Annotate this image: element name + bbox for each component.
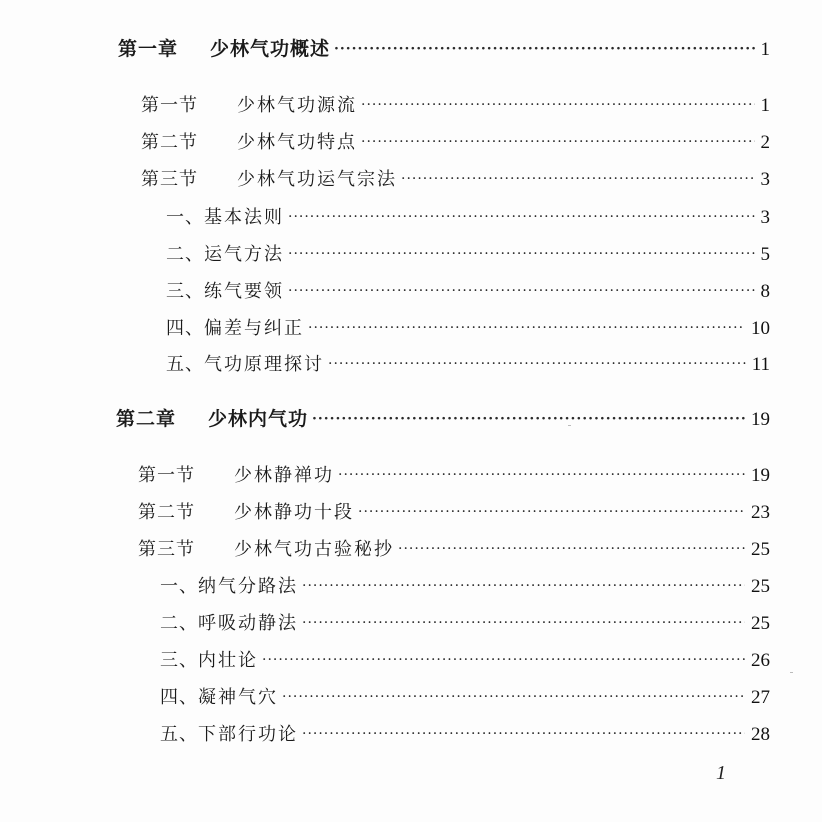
dot-leader — [262, 652, 745, 668]
page-folio-number: 1 — [716, 762, 726, 784]
toc-entry-title-group — [166, 350, 324, 376]
toc-entry-title-group — [166, 277, 284, 303]
toc-entry-title-group — [138, 461, 334, 487]
toc-entry-subitem — [166, 240, 770, 266]
toc-entry-title-group — [160, 609, 298, 635]
toc-entry-label: 第二章 — [116, 408, 177, 430]
toc-entry-title-group — [160, 683, 278, 709]
toc-entry-label: 第一节 — [141, 95, 198, 116]
dot-leader — [312, 411, 745, 427]
dot-leader — [398, 541, 745, 557]
dot-leader — [302, 726, 745, 742]
toc-entry-section — [138, 461, 770, 487]
toc-entry-subitem — [166, 277, 770, 303]
toc-entry-label: 五、 — [160, 724, 198, 745]
toc-entry-title: 基本法则 — [204, 207, 284, 228]
dot-leader — [302, 578, 745, 594]
toc-entry-label: 第三节 — [138, 539, 195, 560]
toc-entry-section — [138, 498, 770, 524]
dot-leader — [358, 504, 745, 520]
dot-leader — [288, 209, 755, 225]
toc-entry-section — [141, 91, 770, 117]
toc-entry-title: 少林气功源流 — [237, 95, 357, 116]
scan-speck — [790, 672, 793, 673]
toc-entry-label: 二、 — [160, 613, 198, 634]
dot-leader — [361, 134, 755, 150]
toc-entry-page-number: 8 — [760, 281, 770, 302]
toc-entry-title-group — [166, 203, 284, 229]
toc-entry-title: 凝神气穴 — [198, 687, 278, 708]
dot-leader — [302, 615, 745, 631]
toc-entry-title-group — [138, 535, 394, 561]
toc-entry-page-number: 2 — [760, 132, 770, 153]
toc-entry-subitem — [166, 314, 770, 340]
toc-entry-title: 少林气功古验秘抄 — [234, 539, 394, 560]
toc-entry-title: 少林气功概述 — [210, 38, 331, 60]
toc-entry-label: 三、 — [166, 281, 204, 302]
toc-entry-subitem — [160, 572, 770, 598]
dot-leader — [308, 320, 745, 336]
toc-entry-chapter-2 — [116, 404, 770, 431]
toc-entry-page-number: 3 — [760, 207, 770, 228]
toc-entry-label: 第二节 — [141, 132, 198, 153]
toc-entry-page-number: 28 — [751, 724, 770, 745]
toc-entry-title-group — [160, 646, 258, 672]
dot-leader — [288, 283, 755, 299]
toc-entry-page-number: 27 — [751, 687, 770, 708]
toc-entry-title: 纳气分路法 — [198, 576, 298, 597]
toc-entry-title: 下部行功论 — [198, 724, 298, 745]
toc-entry-page-number: 1 — [760, 39, 770, 60]
toc-entry-chapter-1 — [118, 34, 770, 61]
toc-entry-subitem — [160, 683, 770, 709]
scan-speck — [568, 425, 571, 426]
toc-entry-title-group — [166, 240, 284, 266]
toc-entry-title: 少林气功特点 — [237, 132, 357, 153]
toc-entry-page-number: 5 — [760, 244, 770, 265]
toc-entry-page-number: 25 — [751, 613, 770, 634]
toc-entry-label: 三、 — [160, 650, 198, 671]
toc-entry-title: 内壮论 — [198, 650, 258, 671]
toc-entry-page-number: 11 — [751, 354, 770, 375]
toc-entry-title: 少林静功十段 — [234, 502, 354, 523]
toc-entry-label: 四、 — [166, 318, 204, 339]
toc-entry-title: 偏差与纠正 — [204, 318, 304, 339]
toc-entry-page-number: 1 — [760, 95, 770, 116]
dot-leader — [282, 689, 745, 705]
toc-entry-page-number: 10 — [751, 318, 770, 339]
dot-leader — [288, 246, 755, 262]
toc-entry-label: 第三节 — [141, 169, 198, 190]
toc-entry-page-number: 3 — [760, 169, 770, 190]
toc-entry-title-group — [141, 91, 357, 117]
dot-leader — [328, 356, 746, 372]
toc-entry-label: 二、 — [166, 244, 204, 265]
toc-entry-page-number: 19 — [751, 409, 770, 430]
toc-entry-title: 少林内气功 — [208, 408, 309, 430]
toc-entry-title-group — [118, 34, 330, 61]
toc-entry-section — [138, 535, 770, 561]
toc-entry-page-number: 19 — [751, 465, 770, 486]
toc-entry-label: 第二节 — [138, 502, 195, 523]
dot-leader — [401, 171, 755, 187]
toc-entry-label: 四、 — [160, 687, 198, 708]
toc-entry-subitem — [160, 609, 770, 635]
toc-entry-title: 少林静禅功 — [234, 465, 334, 486]
toc-entry-title-group — [141, 165, 397, 191]
toc-entry-subitem — [160, 646, 770, 672]
toc-entry-title: 呼吸动静法 — [198, 613, 298, 634]
toc-entry-label: 五、 — [166, 354, 204, 375]
toc-entry-title-group — [116, 404, 308, 431]
dot-leader — [361, 97, 755, 113]
toc-entry-title-group — [160, 572, 298, 598]
toc-entry-title-group — [138, 498, 354, 524]
toc-entry-title-group — [166, 314, 304, 340]
toc-entry-subitem — [166, 203, 770, 229]
toc-entry-label: 一、 — [160, 576, 198, 597]
toc-entry-page-number: 23 — [751, 502, 770, 523]
toc-entry-subitem — [166, 350, 770, 376]
toc-entry-section — [141, 128, 770, 154]
toc-entry-title: 练气要领 — [204, 281, 284, 302]
toc-entry-label: 第一节 — [138, 465, 195, 486]
toc-entry-title: 运气方法 — [204, 244, 284, 265]
dot-leader — [334, 41, 754, 57]
toc-entry-section — [141, 165, 770, 191]
dot-leader — [338, 467, 745, 483]
toc-entry-title: 气功原理探讨 — [204, 354, 324, 375]
toc-entry-page-number: 26 — [751, 650, 770, 671]
toc-entry-label: 第一章 — [118, 38, 179, 60]
toc-entry-subitem — [160, 720, 770, 746]
toc-entry-title: 少林气功运气宗法 — [237, 169, 397, 190]
toc-entry-page-number: 25 — [751, 539, 770, 560]
toc-entry-title-group — [141, 128, 357, 154]
toc-entry-label: 一、 — [166, 207, 204, 228]
toc-entry-page-number: 25 — [751, 576, 770, 597]
toc-entry-title-group — [160, 720, 298, 746]
